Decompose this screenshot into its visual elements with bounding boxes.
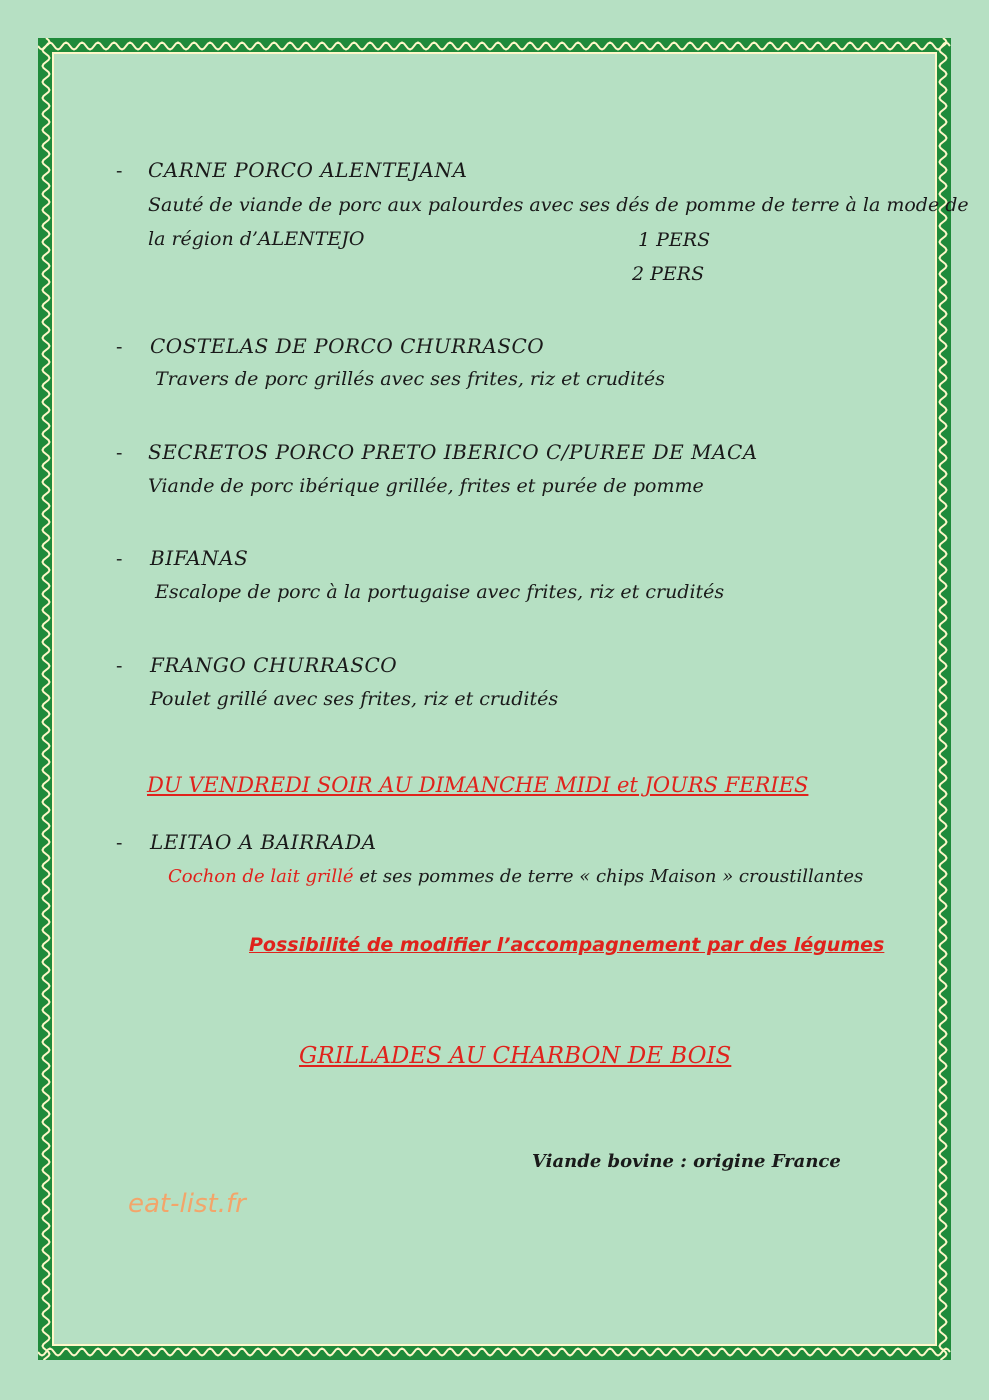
price-label-1-pers: 1 PERS bbox=[638, 229, 711, 251]
dish-desc-bifanas: Escalope de porc à la portugaise avec frites, riz et crudités bbox=[155, 581, 725, 603]
list-dash: - bbox=[116, 442, 123, 464]
dish-desc-secretos: Viande de porc ibérique grillée, frites et purée de pomme bbox=[148, 475, 704, 497]
list-dash: - bbox=[116, 548, 123, 570]
dish-title-leitao: LEITAO A BAIRRADA bbox=[150, 830, 377, 854]
dish-desc-highlight: Cochon de lait grillé bbox=[168, 866, 354, 887]
weekend-banner: DU VENDREDI SOIR AU DIMANCHE MIDI et JOURS FERIES bbox=[147, 773, 809, 797]
dish-desc-leitao bbox=[168, 860, 863, 894]
dish-desc-carne-porco bbox=[148, 188, 969, 256]
list-dash: - bbox=[116, 832, 123, 854]
list-dash: - bbox=[116, 160, 123, 182]
price-label-2-pers: 2 PERS bbox=[632, 263, 705, 285]
watermark-text: eat-list.fr bbox=[128, 1189, 246, 1219]
dish-title-carne-porco: CARNE PORCO ALENTEJANA bbox=[148, 158, 468, 182]
dish-title-secretos: SECRETOS PORCO PRETO IBERICO C/PUREE DE MACA bbox=[148, 440, 758, 464]
dish-title-bifanas: BIFANAS bbox=[150, 546, 249, 570]
list-dash: - bbox=[116, 655, 123, 677]
dish-desc-costelas: Travers de porc grillés avec ses frites, riz et crudités bbox=[155, 368, 665, 390]
dish-title-costelas: COSTELAS DE PORCO CHURRASCO bbox=[150, 334, 545, 358]
list-dash: - bbox=[116, 336, 123, 358]
section-title: GRILLADES AU CHARBON DE BOIS bbox=[299, 1043, 732, 1069]
desc-line: la région d’ALENTEJO bbox=[148, 228, 365, 250]
side-dish-note: Possibilité de modifier l’accompagnement par des légumes bbox=[249, 934, 885, 956]
dish-desc-frango: Poulet grillé avec ses frites, riz et crudités bbox=[150, 688, 559, 710]
dish-title-frango: FRANGO CHURRASCO bbox=[150, 653, 398, 677]
desc-line: Sauté de viande de porc aux palourdes avec ses dés de pomme de terre à la mode de bbox=[148, 194, 969, 216]
dish-desc-rest: et ses pommes de terre « chips Maison » croustillantes bbox=[353, 866, 864, 887]
origin-note: Viande bovine : origine France bbox=[532, 1151, 841, 1172]
